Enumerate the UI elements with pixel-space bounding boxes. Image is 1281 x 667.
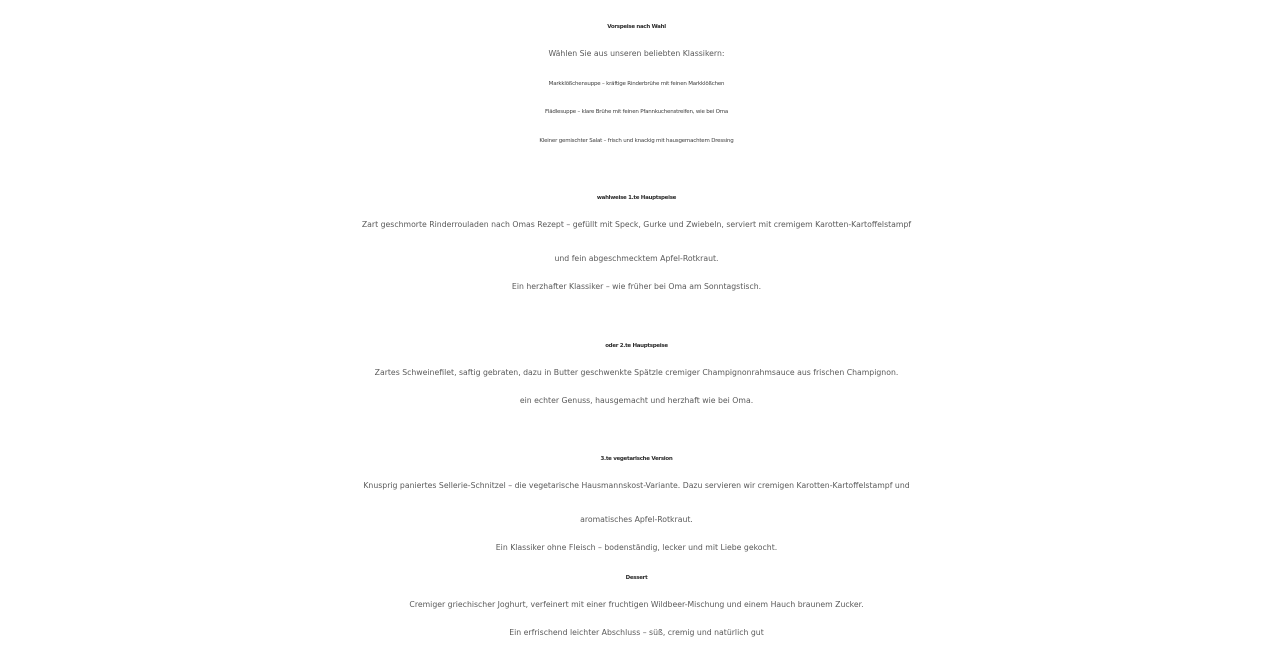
- main1-line-2: und fein abgeschmecktem Apfel-Rotkraut.: [554, 254, 719, 263]
- main1-heading: wahlweise 1.te Hauptspeise: [596, 195, 677, 201]
- dessert-line-2: Ein erfrischend leichter Abschluss – süß, cremig und natürlich gut: [509, 628, 764, 637]
- dessert-heading: Dessert: [625, 575, 648, 581]
- main3-line-3: Ein Klassiker ohne Fleisch – bodenständig, lecker und mit Liebe gekocht.: [495, 543, 778, 552]
- dessert-line-1: Cremiger griechischer Joghurt, verfeinert mit einer fruchtigen Wildbeer-Mischung und einem Hauch braunem Zucker.: [409, 600, 864, 609]
- main2-line-2: ein echter Genuss, hausgemacht und herzhaft wie bei Oma.: [519, 396, 754, 405]
- main3-heading: 3.te vegetarische Version: [600, 456, 673, 462]
- main1-line-1: Zart geschmorte Rinderrouladen nach Omas Rezept – gefüllt mit Speck, Gurke und Zwiebeln, serviert mit cremigem Karotten-Kartoffelstampf: [361, 220, 912, 229]
- main2-heading: oder 2.te Hauptspeise: [605, 343, 668, 349]
- main2-line-1: Zartes Schweinefilet, saftig gebraten, dazu in Butter geschwenkte Spätzle cremiger Champignonrahmsauce aus frischen Champignon.: [374, 368, 899, 377]
- starter-item-2: Flädlesuppe – klare Brühe mit feinen Pfannkuchenstreifen, wie bei Oma: [544, 109, 729, 115]
- main1-line-3: Ein herzhafter Klassiker – wie früher bei Oma am Sonntagstisch.: [511, 282, 762, 291]
- main3-line-1: Knusprig paniertes Sellerie-Schnitzel – die vegetarische Hausmannskost-Variante. Dazu servieren wir cremigen Karotten-Kartoffelstampf und: [363, 481, 910, 490]
- starter-item-3: Kleiner gemischter Salat – frisch und knackig mit hausgemachtem Dressing: [539, 138, 734, 144]
- main3-line-2: aromatisches Apfel-Rotkraut.: [580, 515, 693, 524]
- starter-heading: Vorspeise nach Wahl: [607, 24, 666, 30]
- starter-item-1: Markklößchensuppe – kräftige Rinderbrühe mit feinen Markklößchen: [548, 81, 725, 87]
- starter-intro: Wählen Sie aus unseren beliebten Klassikern:: [548, 49, 725, 58]
